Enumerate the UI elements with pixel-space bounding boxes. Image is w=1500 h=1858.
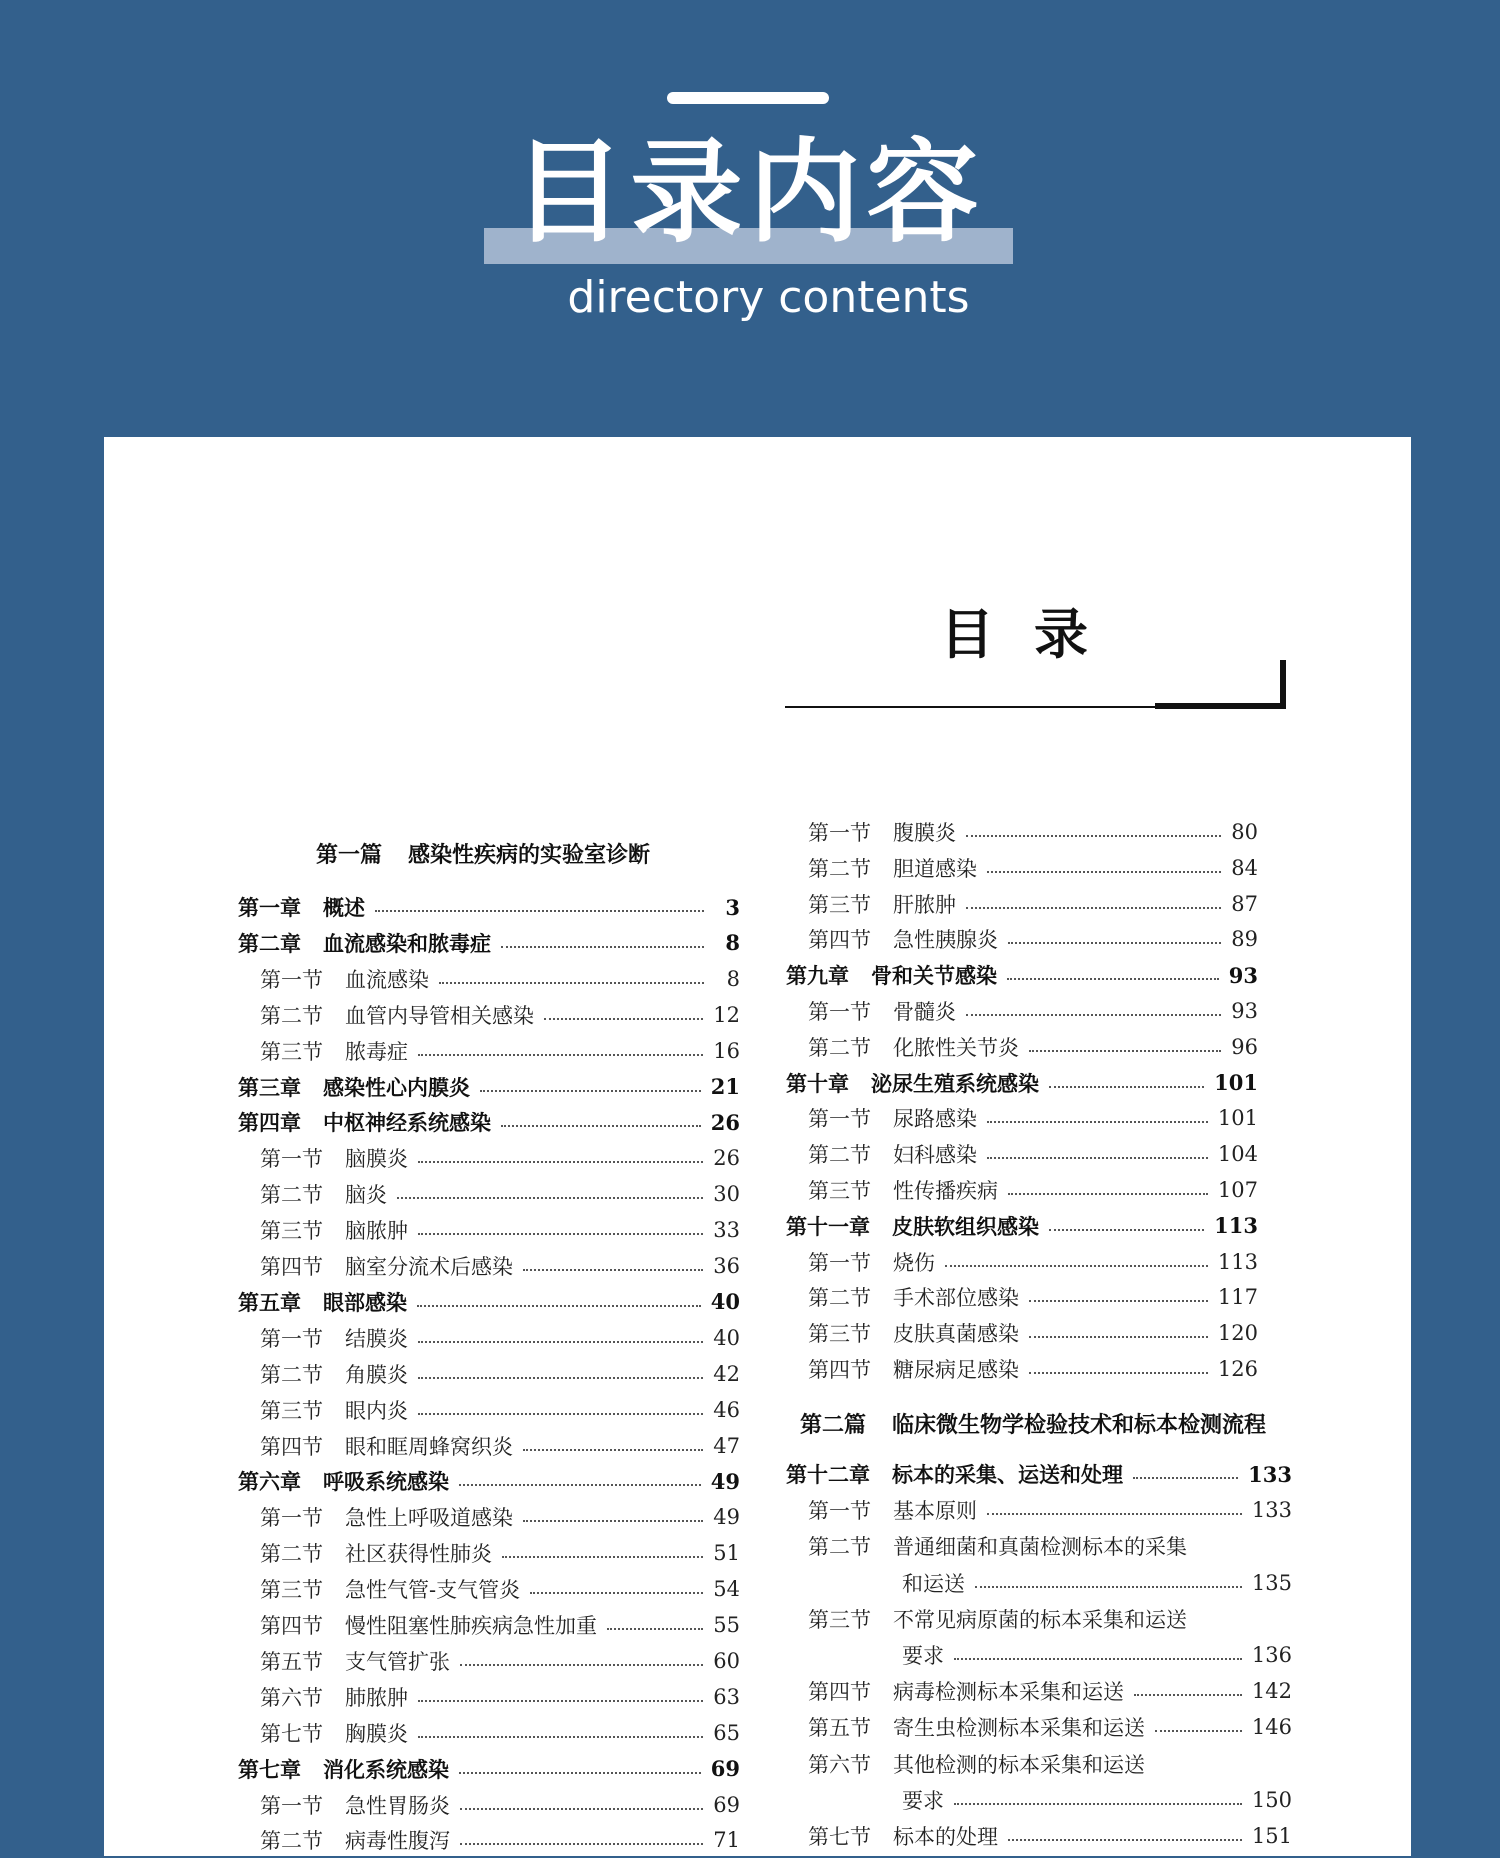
toc-page-number: 101 (1214, 1070, 1258, 1096)
toc-section-row (260, 1715, 740, 1751)
leader-dots (1029, 1336, 1208, 1338)
toc-page-number: 21 (710, 1074, 740, 1099)
toc-label: 第七节 (808, 1825, 871, 1849)
leader-dots (945, 1265, 1208, 1267)
leader-dots (523, 1520, 703, 1522)
toc-title: 标本的处理 (893, 1825, 998, 1849)
part-name: 临床微生物学检验技术和标本检测流程 (892, 1412, 1267, 1438)
toc-title: 消化系统感染 (323, 1756, 449, 1782)
leader-dots (987, 1157, 1208, 1159)
toc-title: 眼和眶周蜂窝织炎 (345, 1434, 513, 1459)
leader-dots (1049, 1086, 1204, 1088)
toc-label: 第四节 (808, 928, 871, 953)
toc-page-number: 42 (713, 1361, 740, 1386)
toc-section-row (808, 1315, 1258, 1351)
toc-chapter-row (786, 1208, 1258, 1244)
toc-page-number: 96 (1231, 1034, 1258, 1059)
leader-dots (439, 982, 704, 984)
leader-dots (987, 1121, 1208, 1123)
toc-page-number: 26 (713, 1146, 740, 1171)
toc-page-number: 146 (1251, 1715, 1292, 1740)
toc-chapter-row (238, 1104, 740, 1140)
toc-label: 第一节 (808, 1000, 871, 1024)
leader-dots (418, 1413, 703, 1415)
toc-label: 第五章 (238, 1289, 301, 1315)
leader-dots (418, 1700, 703, 1702)
toc-section-row (902, 1565, 1292, 1601)
toc-title: 急性气管-支气管炎 (345, 1578, 521, 1603)
leader-dots (459, 1772, 701, 1774)
heading-rule-corner (1280, 660, 1286, 709)
leader-dots (954, 1803, 1242, 1805)
toc-title: 血流感染和脓毒症 (323, 930, 491, 956)
toc-title: 肺脓肿 (345, 1685, 408, 1710)
leader-dots (966, 1014, 1221, 1016)
toc-section-row (808, 1528, 1292, 1564)
toc-title: 骨髓炎 (893, 1000, 956, 1024)
toc-section-row (260, 1428, 740, 1464)
leader-dots (987, 871, 1221, 873)
toc-section-row (260, 1571, 740, 1607)
leader-dots (501, 1125, 701, 1127)
toc-section-row (260, 1140, 740, 1176)
toc-section-row (260, 1535, 740, 1571)
leader-dots (954, 1658, 1242, 1660)
toc-title: 脑膜炎 (345, 1147, 408, 1172)
toc-title: 泌尿生殖系统感染 (871, 1070, 1039, 1096)
toc-page-number: 46 (713, 1397, 740, 1422)
toc-label: 第二节 (260, 1003, 323, 1028)
toc-chapter-row (238, 1751, 740, 1787)
toc-title: 其他检测的标本采集和运送 (893, 1752, 1145, 1777)
leader-dots (418, 1341, 703, 1343)
toc-section-row (260, 1607, 740, 1643)
toc-page-number: 33 (713, 1218, 740, 1243)
toc-section-row (808, 1029, 1258, 1065)
toc-section-row (260, 1212, 740, 1248)
toc-title: 烧伤 (893, 1250, 935, 1275)
part-two-title (800, 1408, 1266, 1439)
toc-section-row (808, 1351, 1258, 1387)
toc-title: 病毒性腹泻 (345, 1829, 450, 1854)
toc-page-number: 8 (725, 930, 740, 956)
toc-title: 急性胰腺炎 (893, 928, 998, 953)
toc-label: 第一节 (260, 967, 323, 992)
leader-dots (544, 1018, 703, 1020)
toc-title: 标本的采集、运送和处理 (892, 1462, 1123, 1487)
toc-label: 第四节 (260, 1434, 323, 1459)
toc-section-row (260, 1356, 740, 1392)
toc-label: 第三节 (808, 1179, 871, 1203)
leader-dots (459, 1484, 701, 1486)
toc-chapter-row (786, 957, 1258, 993)
toc-title: 角膜炎 (345, 1362, 408, 1387)
toc-page-number: 126 (1217, 1357, 1258, 1381)
toc-label: 第五节 (260, 1649, 323, 1674)
toc-label: 第二节 (808, 1286, 871, 1311)
toc-title: 血管内导管相关感染 (345, 1003, 534, 1028)
leader-dots (1155, 1730, 1242, 1732)
toc-section-row (260, 1392, 740, 1428)
toc-title: 皮肤软组织感染 (892, 1213, 1039, 1239)
leader-dots (1029, 1050, 1221, 1052)
toc-section-row (260, 1499, 740, 1535)
toc-page-number: 12 (713, 1002, 740, 1027)
leader-dots (523, 1269, 703, 1271)
toc-page-number: 8 (726, 966, 740, 991)
toc-label: 第六节 (260, 1685, 323, 1710)
toc-page-number: 16 (713, 1038, 740, 1063)
toc-page-number: 87 (1231, 891, 1258, 916)
toc-page-number: 47 (713, 1433, 740, 1458)
toc-section-row (808, 1818, 1292, 1854)
toc-title: 骨和关节感染 (871, 963, 997, 989)
toc-section-row (808, 1279, 1258, 1315)
part-label: 第二篇 (800, 1412, 867, 1438)
toc-label: 第四章 (238, 1110, 301, 1136)
leader-dots (1049, 1229, 1204, 1231)
toc-title: 化脓性关节炎 (893, 1035, 1019, 1060)
toc-section-row (808, 814, 1258, 850)
toc-label: 第三节 (260, 1219, 323, 1244)
toc-page-number: 133 (1248, 1461, 1292, 1487)
toc-section-row (260, 1033, 740, 1069)
toc-page-number: 150 (1251, 1787, 1292, 1812)
toc-label: 第五节 (808, 1716, 871, 1741)
toc-page-number: 89 (1231, 927, 1258, 952)
toc-label: 第二章 (238, 930, 301, 956)
toc-page-number: 136 (1251, 1643, 1292, 1667)
toc-page-number: 54 (713, 1577, 740, 1602)
toc-label: 第二节 (260, 1183, 323, 1208)
toc-chapter-row (238, 925, 740, 961)
leader-dots (1007, 978, 1219, 980)
toc-label: 第四节 (260, 1255, 323, 1279)
toc-section-row (902, 1782, 1292, 1818)
toc-label: 第一节 (808, 1250, 871, 1275)
toc-page-number: 135 (1251, 1570, 1292, 1595)
leader-dots (460, 1808, 703, 1810)
toc-title: 尿路感染 (893, 1107, 977, 1132)
toc-label: 第一章 (238, 895, 301, 920)
toc-title: 血流感染 (345, 967, 429, 992)
toc-section-row (808, 850, 1258, 886)
toc-page-number: 80 (1231, 820, 1258, 844)
toc-page-number: 49 (710, 1468, 740, 1494)
toc-title: 脑室分流术后感染 (345, 1255, 513, 1279)
leader-dots (1134, 1694, 1242, 1696)
toc-page-number: 63 (713, 1684, 740, 1709)
toc-section-row (260, 1679, 740, 1715)
toc-label: 第一节 (808, 821, 871, 845)
leader-dots (1008, 942, 1221, 944)
toc-section-row (808, 1492, 1292, 1528)
toc-title: 寄生虫检测标本采集和运送 (893, 1716, 1145, 1741)
toc-label: 第二节 (808, 1035, 871, 1060)
toc-label: 第四节 (808, 1358, 871, 1382)
toc-label: 第一节 (260, 1326, 323, 1351)
toc-page-number: 71 (713, 1828, 740, 1853)
toc-section-row (260, 961, 740, 997)
toc-title: 肝脓肿 (893, 892, 956, 917)
toc-title: 胆道感染 (893, 856, 977, 881)
toc-title: 脑炎 (345, 1183, 387, 1208)
leader-dots (418, 1161, 703, 1163)
toc-section-row (260, 1176, 740, 1212)
header-decor-bar (667, 92, 829, 104)
leader-dots (1029, 1300, 1208, 1302)
leader-dots (480, 1090, 701, 1092)
part-one-title (316, 838, 650, 869)
toc-label: 第六章 (238, 1469, 301, 1495)
toc-title: 普通细菌和真菌检测标本的采集 (893, 1535, 1187, 1560)
toc-title: 支气管扩张 (345, 1649, 450, 1674)
toc-section-row (260, 1320, 740, 1356)
heading-rule-thick (1155, 703, 1285, 709)
toc-title: 感染性心内膜炎 (323, 1074, 470, 1100)
toc-label: 第四节 (260, 1614, 323, 1638)
toc-page-number: 49 (713, 1505, 740, 1530)
leader-dots (1133, 1477, 1238, 1479)
toc-page-number: 60 (713, 1648, 740, 1673)
leader-dots (523, 1449, 703, 1451)
leader-dots (418, 1233, 703, 1235)
toc-chapter-row (238, 1069, 740, 1105)
toc-page-number: 30 (713, 1182, 740, 1207)
toc-label: 第二节 (260, 1542, 323, 1567)
leader-dots (397, 1197, 703, 1199)
toc-section-row (902, 1637, 1292, 1673)
toc-page-number: 151 (1251, 1824, 1292, 1848)
toc-section-row (260, 997, 740, 1033)
toc-page-number: 117 (1217, 1285, 1258, 1310)
toc-label: 第三章 (238, 1074, 301, 1100)
toc-page-number: 113 (1217, 1249, 1258, 1274)
toc-title: 和运送 (902, 1571, 965, 1596)
leader-dots (460, 1843, 703, 1845)
toc-page-number: 93 (1231, 999, 1258, 1023)
leader-dots (1008, 1839, 1242, 1841)
toc-section-row (808, 1746, 1292, 1782)
toc-label: 第三节 (808, 1607, 871, 1632)
leader-dots (966, 907, 1221, 909)
toc-label: 第九章 (786, 963, 849, 989)
toc-page-number: 101 (1217, 1106, 1258, 1131)
page-heading: 目录 (940, 602, 1128, 666)
toc-page-number: 36 (713, 1254, 740, 1278)
toc-title: 皮肤真菌感染 (893, 1322, 1019, 1347)
toc-section-row (808, 1601, 1292, 1637)
toc-page-number: 55 (713, 1613, 740, 1637)
toc-title: 社区获得性肺炎 (345, 1542, 492, 1567)
toc-label: 第一节 (260, 1793, 323, 1818)
toc-label: 第三节 (808, 1322, 871, 1347)
toc-title: 脑脓肿 (345, 1219, 408, 1244)
toc-page-number: 3 (725, 894, 740, 920)
toc-title: 要求 (902, 1788, 944, 1813)
toc-title: 基本原则 (893, 1499, 977, 1524)
toc-page-number: 104 (1217, 1142, 1258, 1167)
toc-page-number: 69 (710, 1756, 740, 1782)
toc-section-row (808, 1100, 1258, 1136)
toc-label: 第七节 (260, 1721, 323, 1746)
toc-page-number: 40 (710, 1289, 740, 1315)
toc-label: 第二节 (260, 1829, 323, 1854)
toc-chapter-row (786, 1065, 1258, 1101)
toc-label: 第三节 (808, 892, 871, 917)
leader-dots (418, 1377, 703, 1379)
toc-label: 第七章 (238, 1756, 301, 1782)
leader-dots (607, 1628, 703, 1630)
toc-section-row (808, 1136, 1258, 1172)
toc-section-row (260, 1643, 740, 1679)
leader-dots (418, 1054, 703, 1056)
part-name: 感染性疾病的实验室诊断 (408, 842, 651, 868)
leader-dots (375, 910, 704, 912)
leader-dots (966, 835, 1221, 837)
toc-title: 腹膜炎 (893, 821, 956, 845)
toc-title: 概述 (323, 895, 365, 920)
toc-title: 胸膜炎 (345, 1721, 408, 1746)
toc-section-row (808, 1709, 1292, 1745)
leader-dots (417, 1305, 701, 1307)
toc-label: 第二节 (260, 1362, 323, 1387)
leader-dots (1029, 1372, 1208, 1374)
toc-section-row (808, 921, 1258, 957)
toc-title: 慢性阻塞性肺疾病急性加重 (345, 1614, 597, 1638)
toc-page-number: 120 (1217, 1321, 1258, 1346)
toc-chapter-row (786, 1456, 1292, 1492)
toc-title: 脓毒症 (345, 1039, 408, 1064)
toc-section-row (260, 1787, 740, 1823)
toc-title: 性传播疾病 (893, 1179, 998, 1203)
toc-section-row (808, 1673, 1292, 1709)
toc-label: 第二节 (808, 856, 871, 881)
toc-page-number: 133 (1251, 1498, 1292, 1523)
toc-page-number: 69 (713, 1792, 740, 1817)
toc-page-number: 65 (713, 1720, 740, 1745)
toc-label: 第十一章 (786, 1213, 870, 1239)
toc-label: 第六节 (808, 1752, 871, 1777)
toc-page-number: 142 (1251, 1679, 1292, 1704)
toc-label: 第一节 (808, 1499, 871, 1524)
toc-title: 病毒检测标本采集和运送 (893, 1680, 1124, 1705)
toc-title: 妇科感染 (893, 1143, 977, 1168)
toc-title: 急性胃肠炎 (345, 1793, 450, 1818)
toc-page-number: 26 (710, 1109, 740, 1135)
toc-title: 要求 (902, 1644, 944, 1668)
toc-title: 不常见病原菌的标本采集和运送 (893, 1607, 1187, 1632)
toc-section-row (808, 1172, 1258, 1208)
toc-title: 结膜炎 (345, 1326, 408, 1351)
toc-chapter-row (238, 1463, 740, 1499)
toc-title: 急性上呼吸道感染 (345, 1506, 513, 1531)
toc-page-number: 40 (713, 1325, 740, 1350)
toc-label: 第二节 (808, 1143, 871, 1168)
header-subtitle: directory contents (567, 272, 970, 323)
toc-title: 手术部位感染 (893, 1286, 1019, 1311)
toc-label: 第三节 (260, 1398, 323, 1423)
toc-title: 眼部感染 (323, 1289, 407, 1315)
header-title: 目录内容 (512, 128, 985, 258)
toc-title: 中枢神经系统感染 (323, 1110, 491, 1136)
leader-dots (1008, 1193, 1208, 1195)
part-label: 第一篇 (316, 842, 383, 868)
toc-section-row (808, 993, 1258, 1029)
toc-chapter-row (238, 1284, 740, 1320)
toc-label: 第二节 (808, 1535, 871, 1560)
toc-section-row (260, 1822, 740, 1858)
toc-section-row (808, 886, 1258, 922)
leader-dots (501, 946, 704, 948)
toc-title: 呼吸系统感染 (323, 1469, 449, 1495)
toc-label: 第一节 (260, 1147, 323, 1172)
toc-page-number: 107 (1217, 1178, 1258, 1202)
leader-dots (530, 1592, 703, 1594)
toc-label: 第一节 (808, 1107, 871, 1132)
toc-label: 第三节 (260, 1578, 323, 1603)
toc-label: 第四节 (808, 1680, 871, 1705)
toc-page-number: 93 (1228, 962, 1258, 988)
toc-chapter-row (238, 889, 740, 925)
toc-label: 第三节 (260, 1039, 323, 1064)
leader-dots (418, 1736, 703, 1738)
toc-label: 第一节 (260, 1506, 323, 1531)
toc-title: 眼内炎 (345, 1398, 408, 1423)
toc-label: 第十二章 (786, 1462, 870, 1487)
toc-page-number: 113 (1214, 1213, 1258, 1239)
toc-page-number: 84 (1231, 855, 1258, 880)
toc-section-row (260, 1248, 740, 1284)
toc-page-number: 51 (713, 1541, 740, 1566)
leader-dots (987, 1513, 1242, 1515)
toc-section-row (808, 1244, 1258, 1280)
leader-dots (460, 1664, 703, 1666)
leader-dots (502, 1556, 703, 1558)
toc-label: 第十章 (786, 1070, 849, 1096)
leader-dots (975, 1586, 1242, 1588)
toc-title: 糖尿病足感染 (893, 1358, 1019, 1382)
